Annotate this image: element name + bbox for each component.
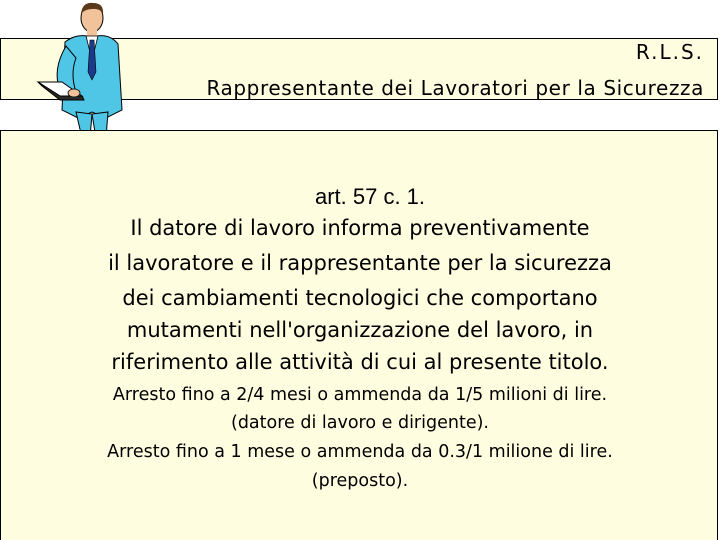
penalty-line: (preposto). bbox=[311, 471, 409, 491]
penalty-line: Arresto fino a 1 mese o ammenda da 0.3/1 milione di lire. bbox=[107, 442, 613, 462]
penalty-line: Arresto fino a 2/4 mesi o ammenda da 1/5 milioni di lire. bbox=[112, 385, 608, 405]
paragraph-line: mutamenti nell'organizzazione del lavoro, in bbox=[126, 318, 594, 342]
paragraph-line: il lavoratore e il rappresentante per la sicurezza bbox=[108, 251, 612, 275]
page-subtitle: Rappresentante dei Lavoratori per la Sicurezza bbox=[206, 76, 704, 100]
man-reading-book-icon bbox=[30, 0, 140, 140]
paragraph-line: riferimento alle attività di cui al presente titolo. bbox=[111, 350, 609, 374]
article-reference: art. 57 c. 1. bbox=[314, 184, 426, 209]
paragraph-line: dei cambiamenti tecnologici che comportano bbox=[122, 286, 598, 310]
paragraph-line: Il datore di lavoro informa preventivamente bbox=[130, 216, 590, 240]
penalty-line: (datore di lavoro e dirigente). bbox=[231, 413, 489, 433]
page-title: R.L.S. bbox=[635, 40, 704, 64]
